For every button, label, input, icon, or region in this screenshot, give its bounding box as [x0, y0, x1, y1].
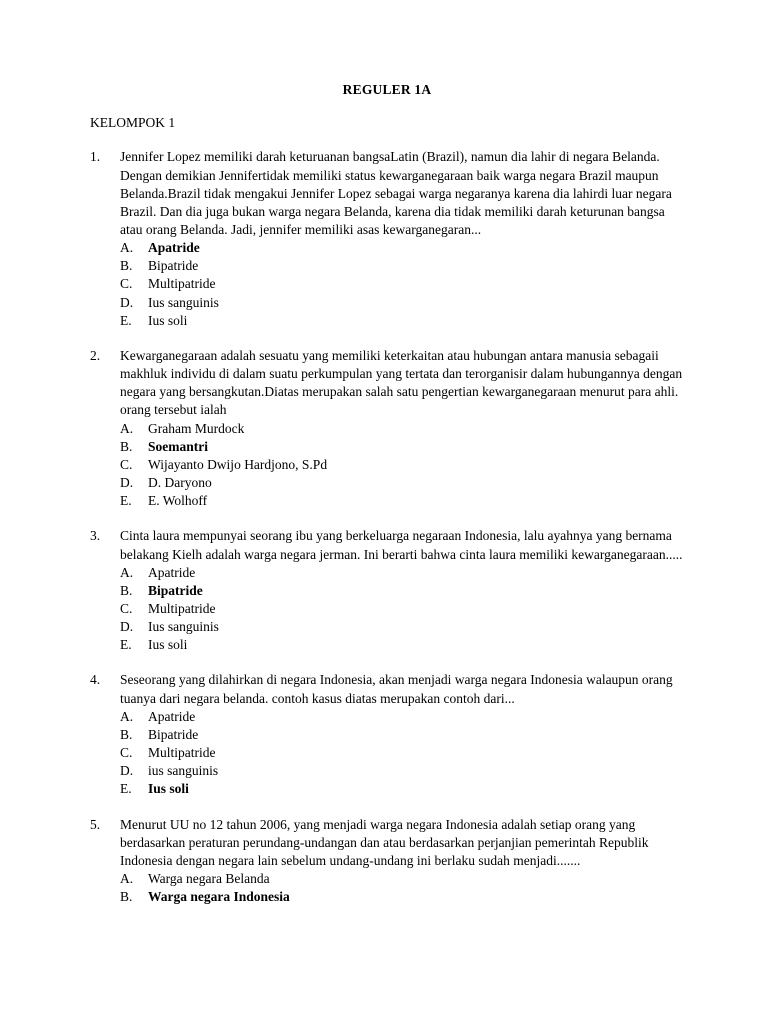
option-letter: A.	[120, 240, 134, 256]
option-text: Bipatride	[148, 582, 203, 598]
option-text: Multipatride	[148, 276, 216, 292]
option-item	[120, 726, 690, 744]
option-item	[120, 582, 690, 600]
question-item	[90, 671, 690, 798]
option-letter: D.	[120, 619, 134, 635]
option-letter: E.	[120, 637, 132, 653]
question-number: 5.	[90, 816, 101, 832]
option-letter: A.	[120, 871, 134, 886]
option-text: Soemantri	[148, 438, 208, 454]
option-item	[120, 762, 690, 780]
option-letter: B.	[120, 582, 133, 598]
option-letter: B.	[120, 258, 133, 274]
group-label: KELOMPOK 1	[90, 115, 176, 131]
option-text: Apatride	[148, 240, 200, 256]
option-text: E. Wolhoff	[148, 493, 208, 509]
option-letter: A.	[120, 564, 134, 580]
option-text: D. Daryono	[148, 475, 212, 491]
option-item	[120, 438, 690, 456]
option-letter: E.	[120, 781, 132, 797]
option-list	[120, 708, 690, 799]
option-item	[120, 420, 690, 438]
question-item	[90, 816, 690, 907]
option-item	[120, 492, 690, 510]
question-number: 2.	[90, 347, 101, 363]
question-item	[90, 347, 690, 510]
option-item	[120, 275, 690, 293]
page-title: REGULER 1A	[342, 82, 432, 97]
option-text: Apatride	[148, 708, 196, 724]
option-letter: E.	[120, 312, 132, 328]
option-text: Apatride	[148, 564, 196, 580]
option-text: Ius soli	[148, 781, 189, 797]
option-text: Graham Murdock	[148, 420, 245, 436]
option-item	[120, 744, 690, 762]
question-number: 3.	[90, 528, 101, 544]
question-item	[90, 148, 690, 330]
option-item	[120, 474, 690, 492]
option-letter: D.	[120, 475, 134, 491]
option-letter: B.	[120, 438, 133, 454]
option-item	[120, 239, 690, 257]
option-letter: C.	[120, 600, 133, 616]
option-text: Bipatride	[148, 258, 199, 274]
option-item	[120, 600, 690, 618]
option-text: Ius soli	[148, 312, 188, 328]
option-list	[120, 420, 690, 511]
option-item	[120, 618, 690, 636]
question-number: 4.	[90, 672, 101, 688]
option-item	[120, 294, 690, 312]
option-list	[120, 239, 690, 330]
option-text: Ius sanguinis	[148, 294, 219, 310]
question-text: Menurut UU no 12 tahun 2006, yang menjadi warga negara Indonesia adalah setiap orang yang berdasarkan peraturan perundang-undangan dan atau berdasarkan perjanjian pemerintah Republik Indonesia dengan negara lain sebelum undang-undang ini berlaku sudah menjadi.......	[120, 816, 649, 868]
option-letter: A.	[120, 420, 134, 436]
option-item	[120, 257, 690, 275]
option-letter: B.	[120, 889, 133, 905]
option-text: Warga negara Belanda	[148, 871, 270, 886]
option-text: Bipatride	[148, 726, 199, 742]
option-letter: C.	[120, 456, 133, 472]
option-text: Ius sanguinis	[148, 619, 219, 635]
question-list	[90, 148, 690, 906]
option-letter: D.	[120, 763, 134, 779]
option-item	[120, 312, 690, 330]
option-text: Warga negara Indonesia	[148, 889, 290, 905]
option-letter: C.	[120, 745, 133, 761]
option-list	[120, 564, 690, 655]
option-text: Wijayanto Dwijo Hardjono, S.Pd	[148, 456, 328, 472]
option-item	[120, 456, 690, 474]
option-letter: D.	[120, 294, 134, 310]
question-text: Kewarganegaraan adalah sesuatu yang memiliki keterkaitan atau hubungan antara manusia sebagaii makhluk individu di dalam suatu perkumpulan yang tertata dan terorganisir dalam hubungannya dengan negara yang bersangkutan.Diatas merupakan salah satu pengertian kewarganegaraan menurut para ahli. orang tersebut ialah	[120, 347, 683, 418]
option-item	[120, 708, 690, 726]
option-letter: C.	[120, 276, 133, 292]
option-item	[120, 888, 690, 906]
option-letter: A.	[120, 708, 134, 724]
option-text: Multipatride	[148, 600, 216, 616]
option-list	[120, 870, 690, 906]
option-item	[120, 564, 690, 582]
question-number: 1.	[90, 149, 101, 165]
option-item	[120, 780, 690, 798]
option-text: ius sanguinis	[148, 763, 219, 779]
option-text: Ius soli	[148, 637, 188, 653]
option-text: Multipatride	[148, 745, 216, 761]
option-item	[120, 870, 690, 888]
option-letter: E.	[120, 493, 132, 509]
question-text: Cinta laura mempunyai seorang ibu yang berkeluarga negaraan Indonesia, lalu ayahnya yang bernama belakang Kielh adalah warga negara jerman. Ini berarti bahwa cinta laura memiliki kewarganegaraan.....	[120, 528, 683, 562]
option-letter: B.	[120, 726, 133, 742]
question-text: Seseorang yang dilahirkan di negara Indonesia, akan menjadi warga negara Indonesia walaupun orang tuanya dari negara belanda. contoh kasus diatas merupakan contoh dari...	[120, 672, 673, 706]
option-item	[120, 636, 690, 654]
question-item	[90, 527, 690, 654]
question-text: Jennifer Lopez memiliki darah keturuanan bangsaLatin (Brazil), namun dia lahir di negara Belanda. Dengan demikian Jennifertidak memiliki status kewarganegaraan baik warga negara Brazil maupun Belanda.Brazil tidak mengakui Jennifer Lopez sebagai warga negaranya karena dia lahirdi luar negara Brazil. Dan dia juga bukan warga negara Belanda, karena dia tidak memiliki darah keturunan bangsa atau orang Belanda. Jadi, jennifer memiliki asas kewarganegaran...	[120, 149, 672, 237]
